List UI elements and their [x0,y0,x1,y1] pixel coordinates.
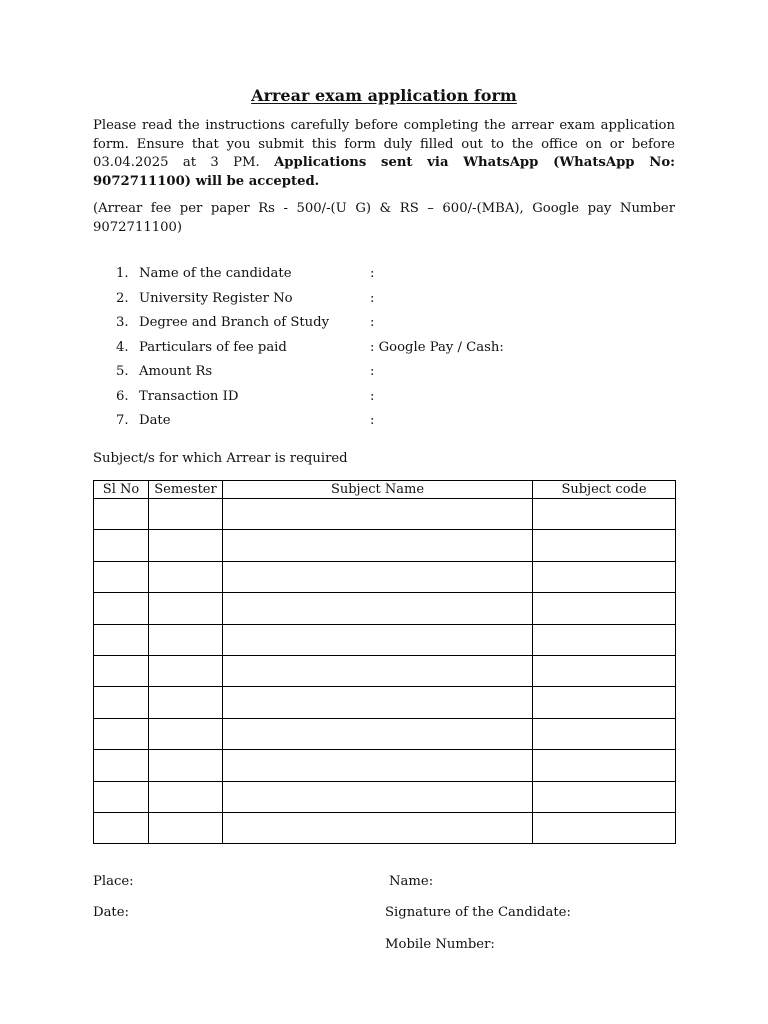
field-value-blank: : [370,290,375,306]
header-subject-code: Subject code [533,481,676,499]
field-value-blank: : [370,364,375,379]
field-number: 7. [116,413,129,428]
table-cell[interactable] [223,624,533,655]
table-cell[interactable] [94,593,149,624]
table-cell[interactable] [533,687,676,718]
table-cell[interactable] [149,530,223,561]
signature-label: Signature of the Candidate: [385,905,571,920]
field-number: 4. [116,339,129,355]
table-cell[interactable] [94,530,149,561]
table-cell[interactable] [533,750,676,781]
field-value-blank: : [370,413,375,428]
fee-note: (Arrear fee per paper Rs - 500/-(U G) & RS – 600/-(MBA), Google pay Number 9072711100) [93,201,675,235]
table-cell[interactable] [533,530,676,561]
table-header-row [94,481,676,499]
place-label: Place: [93,874,134,889]
table-cell[interactable] [149,593,223,624]
table-cell[interactable] [223,561,533,592]
table-cell[interactable] [94,655,149,686]
table-cell[interactable] [94,624,149,655]
table-cell[interactable] [533,812,676,843]
table-cell[interactable] [223,687,533,718]
mobile-number-label: Mobile Number: [385,937,495,952]
field-row-amount [93,362,673,387]
table-row [94,687,676,718]
table-cell[interactable] [149,687,223,718]
field-value-blank: : [370,315,375,330]
table-cell[interactable] [533,655,676,686]
table-cell[interactable] [533,781,676,812]
whatsapp-instruction: Applications sent via WhatsApp (WhatsApp No: 9072711100) will be accepted. [93,155,675,189]
instructions-paragraph [93,117,675,191]
table-cell[interactable] [94,812,149,843]
table-row [94,781,676,812]
field-number: 5. [116,364,129,379]
header-sl-no: Sl No [94,481,149,499]
field-label: Degree and Branch of Study [139,315,330,330]
field-label: Date [139,413,171,428]
field-label: Amount Rs [139,364,213,379]
table-cell[interactable] [94,499,149,530]
table-row [94,530,676,561]
field-number: 6. [116,388,129,404]
field-value-blank: : Google Pay / Cash: [370,339,504,355]
table-row [94,750,676,781]
header-semester: Semester [149,481,223,499]
table-cell[interactable] [223,750,533,781]
field-number: 1. [116,266,129,281]
table-row [94,655,676,686]
field-row-register-no [93,289,673,314]
table-row [94,812,676,843]
table-cell[interactable] [94,750,149,781]
table-row [94,499,676,530]
table-cell[interactable] [149,499,223,530]
name-label: Name: [389,874,434,889]
table-cell[interactable] [223,593,533,624]
field-label: University Register No [139,290,293,306]
table-cell[interactable] [149,655,223,686]
form-title: Arrear exam application form [251,86,517,105]
field-number: 2. [116,290,129,306]
table-cell[interactable] [223,530,533,561]
table-row [94,718,676,749]
table-cell[interactable] [94,561,149,592]
subjects-caption: Subject/s for which Arrear is required [93,451,348,466]
table-cell[interactable] [223,718,533,749]
table-cell[interactable] [533,561,676,592]
table-cell[interactable] [533,593,676,624]
table-cell[interactable] [149,561,223,592]
field-value-blank: : [370,388,375,404]
subjects-table [93,480,676,844]
table-cell[interactable] [223,499,533,530]
field-value-blank: : [370,266,375,281]
table-cell[interactable] [149,718,223,749]
subjects-table-body [94,499,676,844]
table-cell[interactable] [533,499,676,530]
field-row-date [93,411,673,436]
field-row-name [93,264,673,289]
table-cell[interactable] [149,624,223,655]
table-cell[interactable] [223,812,533,843]
table-row [94,561,676,592]
field-number: 3. [116,315,129,330]
instructions-text: Please read the instructions carefully before completing the arrear exam application form. Ensure that you submit this form duly filled out to the office on or before 03.04.2025 at 3 PM. [93,118,675,170]
field-row-transaction-id [93,387,673,412]
candidate-fields-list [93,264,673,436]
header-subject-name: Subject Name [223,481,533,499]
field-label: Particulars of fee paid [139,339,287,355]
table-cell[interactable] [149,750,223,781]
table-cell[interactable] [533,624,676,655]
table-cell[interactable] [94,718,149,749]
date-label: Date: [93,905,129,920]
table-cell[interactable] [94,687,149,718]
table-row [94,593,676,624]
table-cell[interactable] [223,655,533,686]
table-row [94,624,676,655]
field-row-fee-particulars [93,338,673,363]
table-cell[interactable] [533,718,676,749]
table-cell[interactable] [94,781,149,812]
field-label: Name of the candidate [139,266,292,281]
table-cell[interactable] [149,781,223,812]
table-cell[interactable] [223,781,533,812]
field-label: Transaction ID [139,388,239,404]
table-cell[interactable] [149,812,223,843]
field-row-degree [93,313,673,338]
